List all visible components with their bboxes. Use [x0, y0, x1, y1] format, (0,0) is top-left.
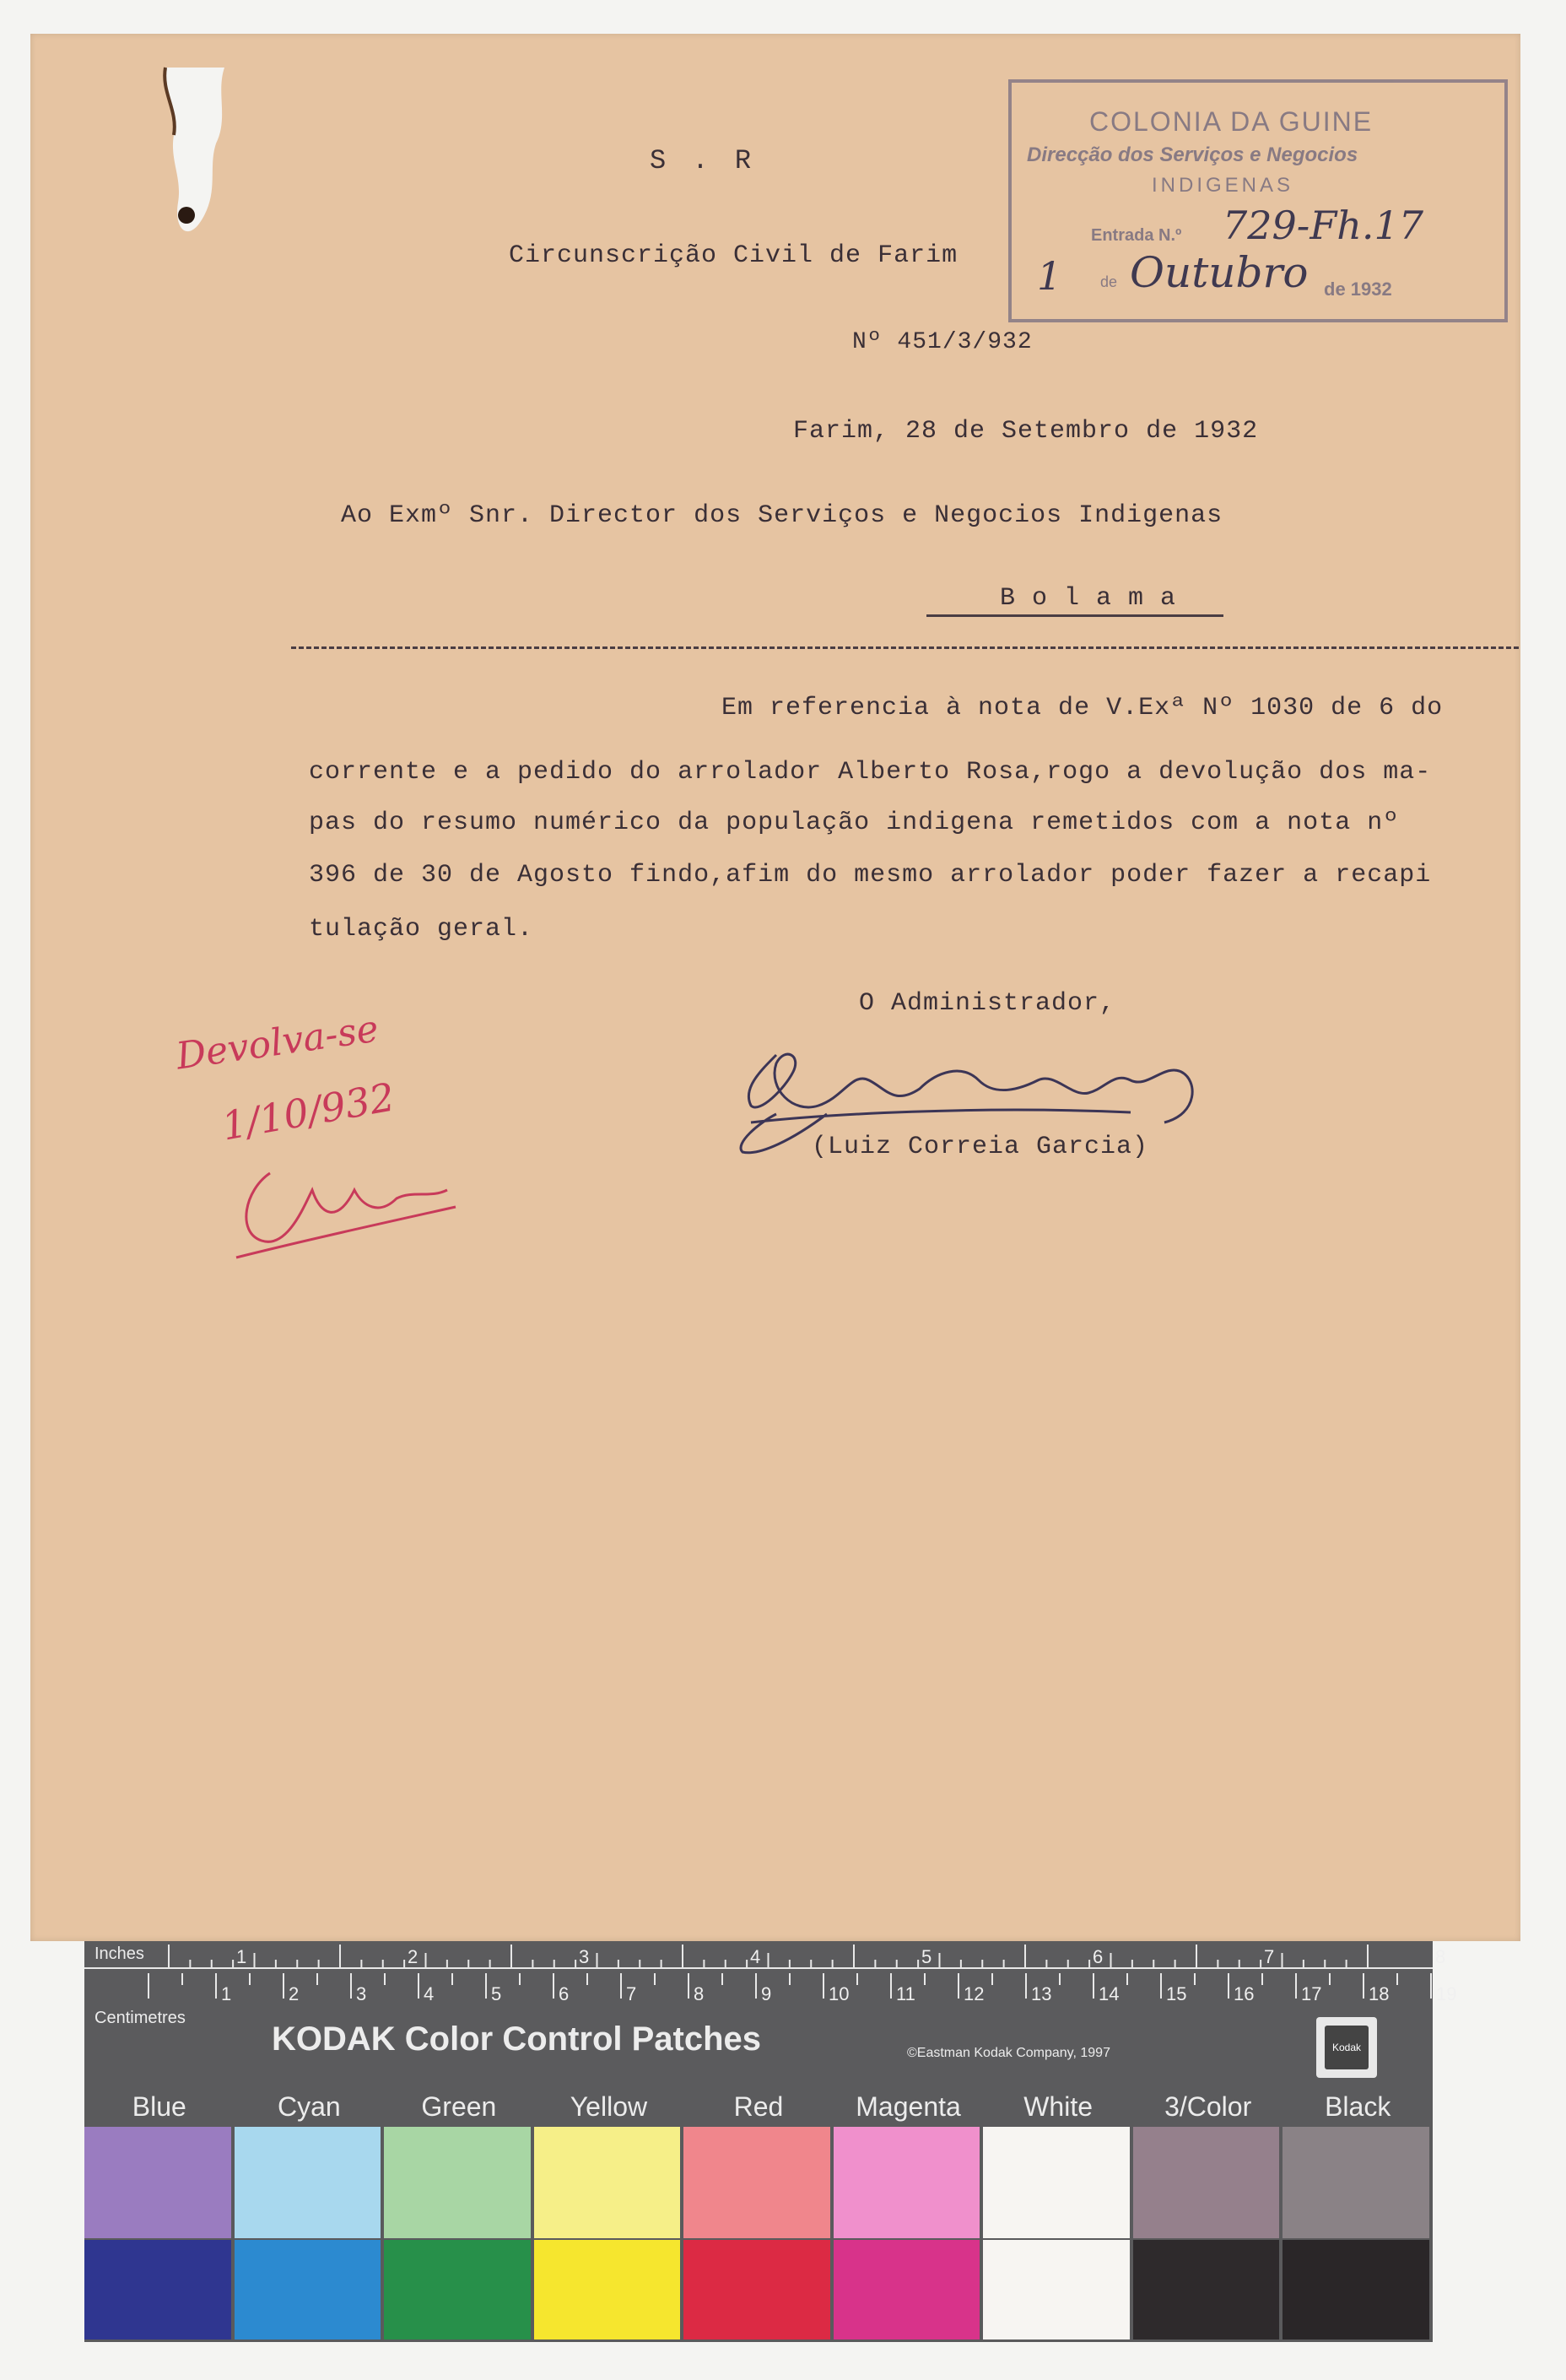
patch-dark-yellow	[534, 2240, 681, 2339]
kodak-title: KODAK Color Control Patches	[272, 2020, 762, 2058]
cm-number: 16	[1234, 1983, 1255, 2004]
cm-number: 4	[424, 1983, 435, 2004]
cm-number: 18	[1369, 1983, 1390, 2004]
patch-dark-3-color	[1133, 2240, 1280, 2339]
patch-label-black: Black	[1325, 2091, 1391, 2122]
cm-number: 13	[1031, 1983, 1052, 2004]
stamp-line1: COLONIA DA GUINE	[1089, 106, 1374, 137]
stamp-entrada-value: 729-Fh.17	[1223, 203, 1424, 248]
patch-label-yellow: Yellow	[570, 2091, 648, 2122]
centimetres-label: Centimetres	[94, 2009, 186, 2027]
inch-number: 2	[408, 1946, 418, 1967]
stamp-month: Outubro	[1130, 248, 1309, 297]
body-line: 396 de 30 de Agosto findo,afim do mesmo arrolador poder fazer a recapi	[309, 861, 1432, 890]
cm-number: 19	[1436, 1983, 1457, 2004]
inch-number: 4	[750, 1946, 761, 1967]
inch-number: 1	[236, 1946, 247, 1967]
cm-number: 11	[896, 1983, 915, 2004]
cm-number: 12	[964, 1983, 985, 2004]
inch-number: 5	[921, 1946, 932, 1967]
cm-number: 3	[356, 1983, 367, 2004]
body-line: corrente e a pedido do arrolador Alberto Rosa,rogo a devolução dos ma-	[309, 758, 1432, 787]
patch-light-3-color	[1133, 2127, 1280, 2238]
inch-number: 3	[579, 1946, 590, 1967]
cm-number: 6	[559, 1983, 570, 2004]
body-line: Em referencia à nota de V.Exª Nº 1030 de 6 do	[721, 694, 1444, 722]
patch-dark-black	[1282, 2240, 1429, 2339]
patch-light-black	[1282, 2127, 1429, 2238]
patch-dark-green	[384, 2240, 531, 2339]
inches-label: Inches	[94, 1945, 144, 1963]
patch-label-red: Red	[733, 2091, 784, 2122]
inch-number: 6	[1093, 1946, 1104, 1967]
stamp-day: 1	[1037, 253, 1062, 299]
kodak-copyright: ©Eastman Kodak Company, 1997	[907, 2046, 1110, 2060]
cm-number: 17	[1301, 1983, 1322, 2004]
circunscricao-title: Circunscrição Civil de Farim	[509, 241, 958, 270]
patch-dark-white	[983, 2240, 1130, 2339]
patch-label-cyan: Cyan	[277, 2091, 341, 2122]
header-sr: S . R	[650, 145, 757, 176]
closing: O Administrador,	[859, 989, 1116, 1018]
patch-label-white: White	[1023, 2091, 1093, 2122]
patch-light-magenta	[834, 2127, 980, 2238]
cm-number: 2	[289, 1983, 300, 2004]
stamp-line3: INDIGENAS	[1152, 174, 1294, 197]
cm-number: 14	[1099, 1983, 1120, 2004]
signer-name: (Luiz Correia Garcia)	[812, 1133, 1149, 1161]
cm-number: 8	[694, 1983, 705, 2004]
patch-light-yellow	[534, 2127, 681, 2238]
red-annotation-line2: 1/10/932	[218, 1074, 398, 1149]
stamp-de-label: de	[1100, 273, 1118, 290]
receipt-stamp	[1008, 79, 1508, 322]
cm-number: 10	[829, 1983, 850, 2004]
ruler-band	[84, 1941, 1457, 2110]
body-line: tulação geral.	[309, 915, 534, 944]
patch-label-green: Green	[421, 2091, 497, 2122]
patch-dark-cyan	[235, 2240, 381, 2339]
patch-label-3-color: 3/Color	[1164, 2091, 1252, 2122]
addressee: Ao Exmº Snr. Director dos Serviços e Negocios Indigenas	[341, 501, 1223, 530]
reference-number: Nº 451/3/932	[852, 329, 1033, 355]
patch-light-white	[983, 2127, 1130, 2238]
cm-number: 9	[761, 1983, 772, 2004]
place-date: Farim, 28 de Setembro de 1932	[793, 417, 1259, 446]
burn-hole	[157, 68, 233, 245]
kodak-logo	[1316, 2017, 1377, 2078]
patch-dark-red	[683, 2240, 830, 2339]
red-initials	[228, 1139, 472, 1266]
kodak-color-target	[84, 1941, 1457, 2342]
inch-number: 7	[1264, 1946, 1275, 1967]
city-bolama: B o l a m a	[1000, 584, 1177, 613]
patch-light-green	[384, 2127, 531, 2238]
cm-number: 7	[626, 1983, 637, 2004]
stamp-line2: Direcção dos Serviços e Negocios	[1027, 143, 1358, 166]
separator-rule	[291, 646, 1519, 649]
stamp-year: de 1932	[1324, 279, 1392, 300]
cm-number: 1	[221, 1983, 232, 2004]
inch-number: 8	[1435, 1946, 1446, 1967]
patch-label-blue: Blue	[132, 2091, 186, 2122]
red-annotation-line1: Devolva-se	[173, 1007, 381, 1079]
cm-number: 5	[491, 1983, 502, 2004]
patch-light-blue	[84, 2127, 231, 2238]
stamp-entrada-label: Entrada N.º	[1091, 226, 1182, 245]
cm-number: 15	[1166, 1983, 1187, 2004]
kodak-logo-text: Kodak	[1325, 2026, 1369, 2069]
patch-dark-magenta	[834, 2240, 980, 2339]
patch-light-cyan	[235, 2127, 381, 2238]
patch-light-red	[683, 2127, 830, 2238]
patch-label-magenta: Magenta	[856, 2091, 961, 2122]
patch-dark-blue	[84, 2240, 231, 2339]
city-underline	[926, 614, 1223, 617]
body-line: pas do resumo numérico da população indigena remetidos com a nota nº	[309, 809, 1400, 837]
